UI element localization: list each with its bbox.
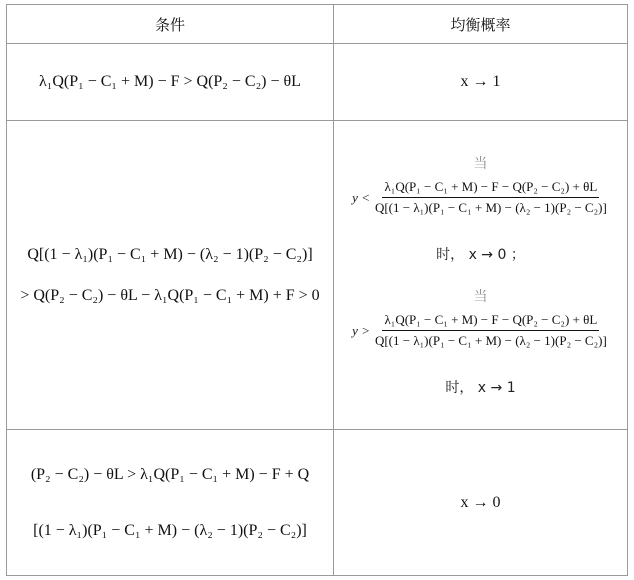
probability-cell bbox=[334, 44, 628, 121]
condition-cell bbox=[7, 44, 334, 121]
fraction-numerator: λ₁Q(P₁ − C₁ + M) − F − Q(P₂ − C₂) + θL bbox=[382, 179, 599, 198]
condition-formula-line-1: Q[(1 − λ₁)(P₁ − C₁ + M) − (λ₂ − 1)(P₂ − C₂)] bbox=[27, 245, 313, 263]
table-row bbox=[7, 44, 628, 121]
probability-cell bbox=[334, 121, 628, 430]
fraction-denominator: Q[(1 − λ₁)(P₁ − C₁ + M) − (λ₂ − 1)(P₂ − C₂)] bbox=[374, 200, 607, 215]
case-when-label: 当 bbox=[473, 289, 488, 305]
table-row bbox=[7, 430, 628, 576]
table-header-row bbox=[7, 5, 628, 44]
equilibrium-table bbox=[6, 4, 628, 576]
condition-cell bbox=[7, 430, 334, 576]
case-result: 时， x → 1 bbox=[445, 380, 516, 396]
table-row bbox=[7, 121, 628, 430]
condition-formula-line-2: [(1 − λ₁)(P₁ − C₁ + M) − (λ₂ − 1)(P₂ − C₂)] bbox=[33, 521, 307, 539]
case-fraction bbox=[352, 179, 609, 216]
case-lhs: y > bbox=[352, 322, 370, 338]
probability-cell bbox=[334, 430, 628, 576]
case-result: 时， x → 0 ； bbox=[436, 247, 525, 263]
case-when-label: 当 bbox=[473, 156, 488, 172]
condition-formula: λ₁Q(P₁ − C₁ + M) − F > Q(P₂ − C₂) − θL bbox=[39, 73, 301, 91]
fraction-numerator: λ₁Q(P₁ − C₁ + M) − F − Q(P₂ − C₂) + θL bbox=[382, 312, 599, 331]
fraction-denominator: Q[(1 − λ₁)(P₁ − C₁ + M) − (λ₂ − 1)(P₂ − C₂)] bbox=[374, 333, 607, 348]
case-lhs: y < bbox=[352, 189, 370, 205]
probability-formula: x → 1 bbox=[460, 73, 501, 90]
condition-cell bbox=[7, 121, 334, 430]
probability-formula: x → 0 bbox=[460, 493, 501, 511]
header-condition: 条件 bbox=[7, 5, 334, 44]
condition-formula-line-2: > Q(P₂ − C₂) − θL − λ₁Q(P₁ − C₁ + M) + F > 0 bbox=[20, 287, 320, 304]
condition-formula-line-1: (P₂ − C₂) − θL > λ₁Q(P₁ − C₁ + M) − F + Q bbox=[30, 466, 310, 484]
header-equilibrium-probability: 均衡概率 bbox=[334, 5, 628, 44]
case-fraction bbox=[352, 312, 609, 349]
